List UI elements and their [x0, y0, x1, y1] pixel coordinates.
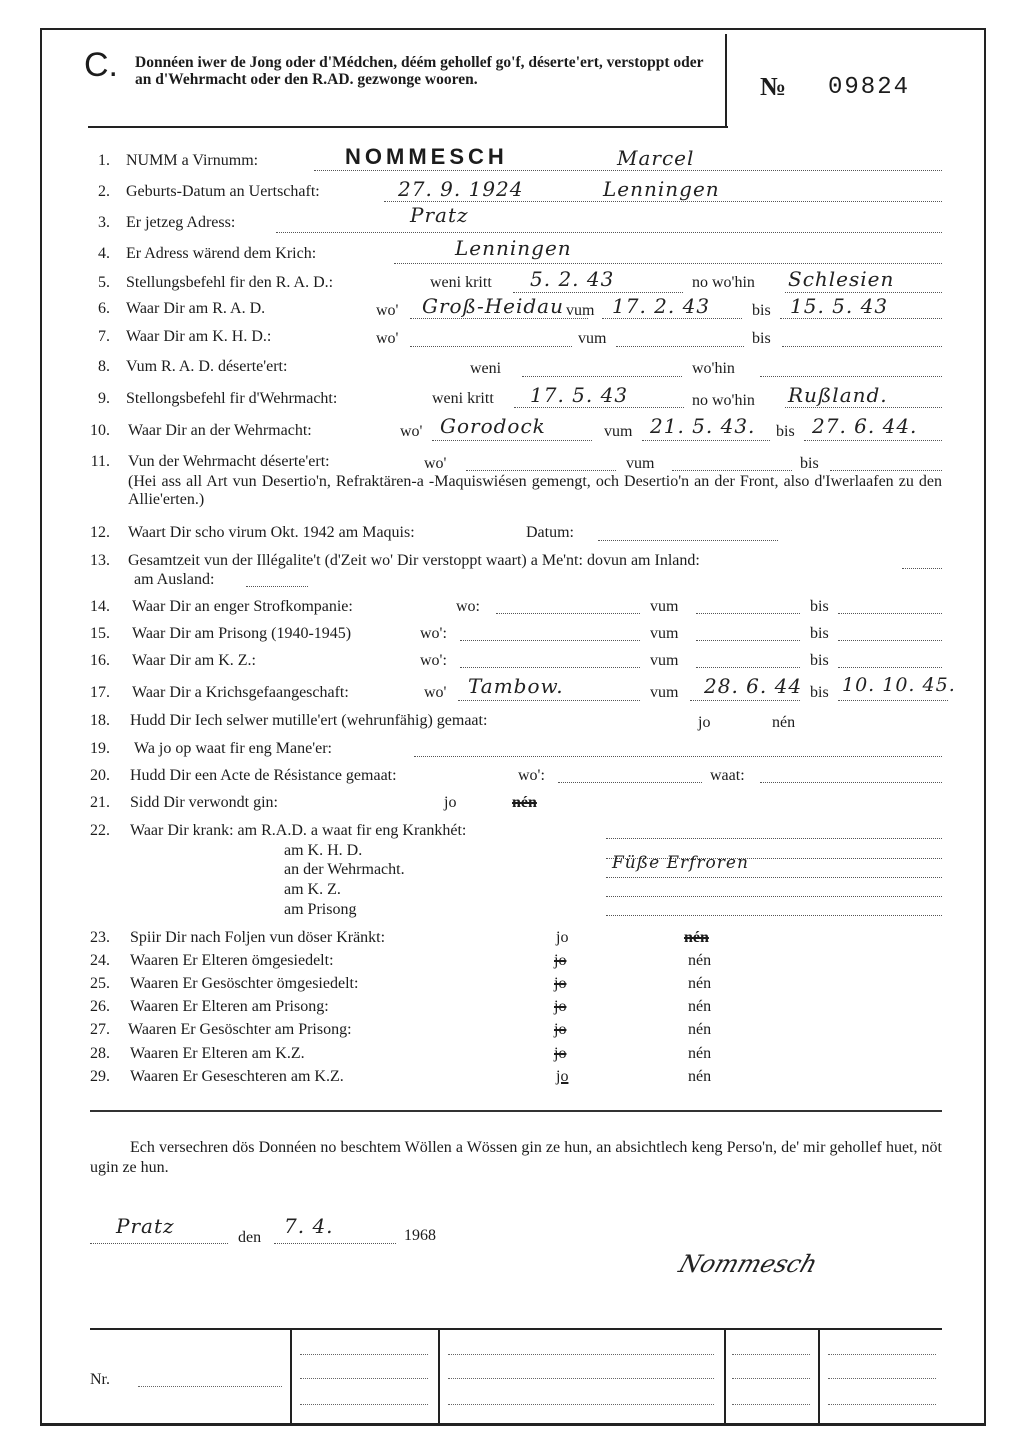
fill-line	[696, 613, 800, 614]
bis-label: bis	[776, 423, 795, 440]
fill-line	[410, 318, 588, 319]
field-label: Waar Dir am K. Z.:	[132, 652, 256, 669]
fill-line	[760, 782, 942, 783]
fill-line	[138, 1386, 282, 1387]
fill-line	[838, 667, 942, 668]
wohin-label: no wo'hin	[692, 392, 755, 409]
field-number: 20.	[90, 767, 110, 784]
no-option: nén	[688, 952, 712, 969]
bis-label: bis	[810, 684, 829, 701]
no-option: nén	[688, 1045, 712, 1062]
field-number: 24.	[90, 952, 110, 969]
yes-option-struck: jo	[554, 998, 567, 1015]
vum-label: vum	[650, 598, 679, 615]
wohin-label: wo'hin	[692, 360, 735, 377]
fill-line	[606, 915, 942, 916]
fill-line	[410, 346, 572, 347]
field-label: Hudd Dir een Acte de Résistance gemaat:	[130, 767, 397, 784]
fill-line	[606, 896, 942, 897]
signing-place-value: Pratz	[116, 1214, 175, 1238]
weni-label: weni	[470, 360, 502, 377]
datum-label: Datum:	[526, 524, 574, 541]
wehrmacht-from-value: 21. 5. 43.	[650, 414, 756, 438]
field-label: Waar Dir an enger Strofkompanie:	[132, 598, 353, 615]
pow-to-value: 10. 10. 45.	[842, 674, 956, 696]
field-number: 17.	[90, 684, 110, 701]
number-label: №	[760, 72, 787, 101]
bis-label: bis	[800, 455, 819, 472]
ausland-label: am Ausland:	[134, 571, 215, 588]
bis-label: bis	[752, 330, 771, 347]
fill-line	[414, 756, 942, 757]
fill-line	[300, 1404, 428, 1405]
den-label: den	[238, 1229, 262, 1246]
field-label: Vum R. A. D. déserte'ert:	[126, 358, 288, 375]
table-column-divider	[438, 1328, 440, 1426]
field-number: 11.	[90, 453, 110, 470]
wohin-label: no wo'hin	[692, 274, 755, 291]
table-top-rule	[90, 1328, 942, 1330]
yes-option-struck: jo	[554, 1021, 567, 1038]
header-rule	[88, 126, 728, 128]
fill-line	[496, 613, 640, 614]
fill-line	[448, 1378, 714, 1379]
field-number: 26.	[90, 998, 110, 1015]
yes-option-marked: jo	[556, 1068, 569, 1085]
field-label: Spiir Dir nach Foljen vun döser Kränkt:	[130, 929, 386, 946]
rad-order-date: 5. 2. 43	[530, 267, 615, 291]
field-number: 8.	[98, 358, 110, 375]
no-option: nén	[772, 714, 796, 731]
fill-line	[828, 1378, 936, 1379]
fill-line	[246, 586, 308, 587]
field-number: 23.	[90, 929, 110, 946]
fill-line	[598, 540, 778, 541]
field-number: 29.	[90, 1068, 110, 1085]
fill-line	[696, 640, 800, 641]
current-address-value: Pratz	[410, 203, 469, 227]
fill-line	[300, 1378, 428, 1379]
yes-option: jo	[698, 714, 711, 731]
wo-label: wo:	[456, 598, 480, 615]
field-label: Waaren Er Elteren ömgesiedelt:	[130, 952, 334, 969]
header-text: Donnéen iwer de Jong oder d'Médchen, déém gehollef go'f, déserte'ert, verstoppt oder an d'Wehrmacht oder den R.AD. gezwonge wooren.	[135, 54, 704, 88]
fill-line	[785, 292, 942, 293]
signing-date-value: 7. 4.	[284, 1214, 334, 1238]
war-address-value: Lenningen	[455, 236, 572, 260]
field-number: 4.	[98, 245, 110, 262]
fill-line	[732, 1354, 810, 1355]
fill-line	[838, 700, 948, 701]
no-option: nén	[688, 975, 712, 992]
fill-line	[902, 568, 942, 569]
illness-wehrmacht-value: Füße Erfroren	[612, 853, 749, 873]
fill-line	[460, 667, 640, 668]
illness-sub-khd: am K. H. D.	[284, 842, 363, 859]
fill-line	[558, 782, 702, 783]
fill-line	[448, 1354, 714, 1355]
field-label: Stellongsbefehl fir d'Wehrmacht:	[126, 390, 338, 407]
field-number: 15.	[90, 625, 110, 642]
weni-label: weni kritt	[432, 390, 494, 407]
vum-label: vum	[650, 652, 679, 669]
section-separator	[90, 1110, 942, 1112]
field-label: Waaren Er Geseschteren am K.Z.	[130, 1068, 344, 1085]
field-label: NUMM a Virnumm:	[126, 152, 259, 169]
fill-line	[606, 838, 942, 839]
field-number: 3.	[98, 214, 110, 231]
yes-option: jo	[556, 929, 569, 946]
fill-line	[782, 346, 942, 347]
fill-line	[460, 640, 640, 641]
field-label: Er jetzeg Adress:	[126, 214, 236, 231]
field-label: Stellungsbefehl fir den R. A. D.:	[126, 274, 334, 291]
wo-label: wo':	[518, 767, 545, 784]
field-number: 19.	[90, 740, 110, 757]
wo-label: wo'	[424, 455, 447, 472]
wo-label: wo'	[376, 330, 399, 347]
field-number: 12.	[90, 524, 110, 541]
field-number: 6.	[98, 300, 110, 317]
field-label: Waar Dir am Prisong (1940-1945)	[132, 625, 352, 642]
field-label: Geburts-Datum an Uertschaft:	[126, 183, 320, 200]
desertion-note: (Hei ass all Art vun Desertio'n, Refraktären-a -Maquiswiésen gemengt, och Desertio'n an der Front, also d'Iwerlaafen zu den Allie'erten.)	[128, 473, 942, 508]
vum-label: vum	[604, 423, 633, 440]
bis-label: bis	[752, 302, 771, 319]
birth-place-value: Lenningen	[603, 177, 720, 201]
field-number: 7.	[98, 328, 110, 345]
no-option: nén	[688, 998, 712, 1015]
fill-line	[602, 318, 742, 319]
illness-sub-wehrmacht: an der Wehrmacht.	[284, 861, 405, 878]
field-label: Waaren Er Elteren am K.Z.	[130, 1045, 305, 1062]
vum-label: vum	[566, 302, 595, 319]
field-number: 25.	[90, 975, 110, 992]
fill-line	[838, 640, 942, 641]
wo-label: wo'	[424, 684, 447, 701]
nr-label: Nr.	[90, 1371, 110, 1388]
field-label: Waar Dir an der Wehrmacht:	[128, 422, 312, 439]
fill-line	[466, 470, 616, 471]
fill-line	[830, 470, 942, 471]
waat-label: waat:	[710, 767, 745, 784]
yes-option-struck: jo	[554, 952, 567, 969]
fill-line	[642, 440, 770, 441]
field-label: Er Adress wärend dem Krich:	[126, 245, 317, 262]
fill-line	[672, 470, 792, 471]
fill-line	[760, 376, 942, 377]
field-number: 27.	[90, 1021, 110, 1038]
fill-line	[276, 232, 942, 233]
yes-option: jo	[444, 794, 457, 811]
vum-label: vum	[626, 455, 655, 472]
wehrmacht-place-value: Gorodock	[440, 414, 546, 438]
fill-line	[616, 346, 744, 347]
field-label: Waaren Er Elteren am Prisong:	[130, 998, 329, 1015]
fill-line	[513, 292, 683, 293]
field-label: Gesamtzeit vun der Illégalite't (d'Zeit wo' Dir verstoppt waart) a Me'nt: dovun am Inland:	[128, 552, 700, 569]
field-number: 22.	[90, 822, 110, 839]
field-label: Waar Dir am K. H. D.:	[126, 328, 272, 345]
illness-sub-kz: am K. Z.	[284, 881, 341, 898]
fill-line	[384, 201, 942, 202]
field-number: 16.	[90, 652, 110, 669]
weni-label: weni kritt	[430, 274, 492, 291]
fill-line	[274, 1243, 396, 1244]
fill-line	[314, 170, 942, 171]
field-number: 14.	[90, 598, 110, 615]
office-use-table	[90, 1328, 942, 1426]
signature: Nommesch	[675, 1250, 821, 1278]
fill-line	[828, 1354, 936, 1355]
no-option-struck: nén	[684, 929, 709, 946]
bis-label: bis	[810, 652, 829, 669]
table-column-divider	[290, 1328, 292, 1426]
wehrmacht-order-date: 17. 5. 43	[530, 383, 629, 407]
vum-label: vum	[650, 684, 679, 701]
field-number: 21.	[90, 794, 110, 811]
field-label: Sidd Dir verwondt gin:	[130, 794, 278, 811]
fill-line	[448, 1404, 714, 1405]
field-number: 9.	[98, 390, 110, 407]
table-column-divider	[818, 1328, 820, 1426]
pow-place-value: Tambow.	[468, 674, 564, 698]
field-number: 1.	[98, 152, 110, 169]
field-number: 18.	[90, 712, 110, 729]
wo-label: wo'	[400, 423, 423, 440]
fill-line	[828, 1404, 936, 1405]
field-number: 13.	[90, 552, 110, 569]
field-label: Waar Dir am R. A. D.	[126, 300, 266, 317]
declaration-text: Ech versechren dös Donnéen no beschtem Wöllen a Wössen gin ze hun, an absichtlech keng Perso'n, de' mir gehollef huet, nöt ugin ze hun.	[90, 1139, 942, 1176]
bis-label: bis	[810, 625, 829, 642]
vum-label: vum	[578, 330, 607, 347]
fill-line	[522, 376, 682, 377]
fill-line	[785, 407, 942, 408]
vum-label: vum	[650, 625, 679, 642]
pow-from-value: 28. 6. 44	[704, 674, 803, 698]
illness-sub-prisong: am Prisong	[284, 901, 357, 918]
field-label: Waar Dir krank: am R.A.D. a waat fir eng Krankhét:	[130, 822, 467, 839]
fill-line	[690, 700, 800, 701]
form-number: 09824	[828, 74, 911, 101]
header-divider	[725, 34, 727, 126]
wehrmacht-order-destination: Rußland.	[788, 383, 888, 407]
table-column-divider	[724, 1328, 726, 1426]
fill-line	[838, 613, 942, 614]
field-label: Wa jo op waat fir eng Mane'er:	[134, 740, 332, 757]
wo-label: wo':	[420, 625, 447, 642]
field-number: 5.	[98, 274, 110, 291]
fill-line	[732, 1378, 810, 1379]
bis-label: bis	[810, 598, 829, 615]
yes-option-struck: jo	[554, 1045, 567, 1062]
field-number: 28.	[90, 1045, 110, 1062]
fill-line	[432, 440, 592, 441]
fill-line	[514, 407, 684, 408]
field-label: Waaren Er Gesöschter ömgesiedelt:	[130, 975, 359, 992]
no-option: nén	[688, 1068, 712, 1085]
wo-label: wo'	[376, 302, 399, 319]
field-label: Hudd Dir Iech selwer mutille'ert (wehrunfähig) gemaat:	[130, 712, 488, 729]
fill-line	[300, 1354, 428, 1355]
wo-label: wo':	[420, 652, 447, 669]
fill-line	[90, 1243, 228, 1244]
field-label: Waar Dir a Krichsgefaangeschaft:	[132, 684, 349, 701]
firstname-value: Marcel	[617, 146, 695, 170]
section-letter: C.	[84, 46, 118, 84]
birth-date-value: 27. 9. 1924	[398, 177, 524, 201]
rad-from-value: 17. 2. 43	[612, 294, 711, 318]
no-option: nén	[688, 1021, 712, 1038]
wehrmacht-to-value: 27. 6. 44.	[812, 414, 918, 438]
fill-line	[804, 440, 942, 441]
surname-value: NOMMESCH	[345, 144, 508, 169]
signing-year: 1968	[404, 1227, 436, 1244]
field-label: Waaren Er Gesöschter am Prisong:	[128, 1021, 352, 1038]
fill-line	[780, 318, 942, 319]
rad-place-value: Groß-Heidau	[422, 294, 564, 318]
fill-line	[606, 877, 942, 878]
fill-line	[732, 1404, 810, 1405]
field-number: 2.	[98, 183, 110, 200]
field-label: Waart Dir scho virum Okt. 1942 am Maquis:	[128, 524, 415, 541]
field-label: Vun der Wehrmacht déserte'ert:	[128, 453, 330, 470]
rad-to-value: 15. 5. 43	[790, 294, 889, 318]
fill-line	[394, 263, 942, 264]
field-number: 10.	[90, 422, 110, 439]
yes-option-struck: jo	[554, 975, 567, 992]
fill-line	[696, 667, 800, 668]
fill-line	[458, 700, 640, 701]
no-option-struck: nén	[512, 794, 537, 811]
rad-order-destination: Schlesien	[788, 267, 895, 291]
